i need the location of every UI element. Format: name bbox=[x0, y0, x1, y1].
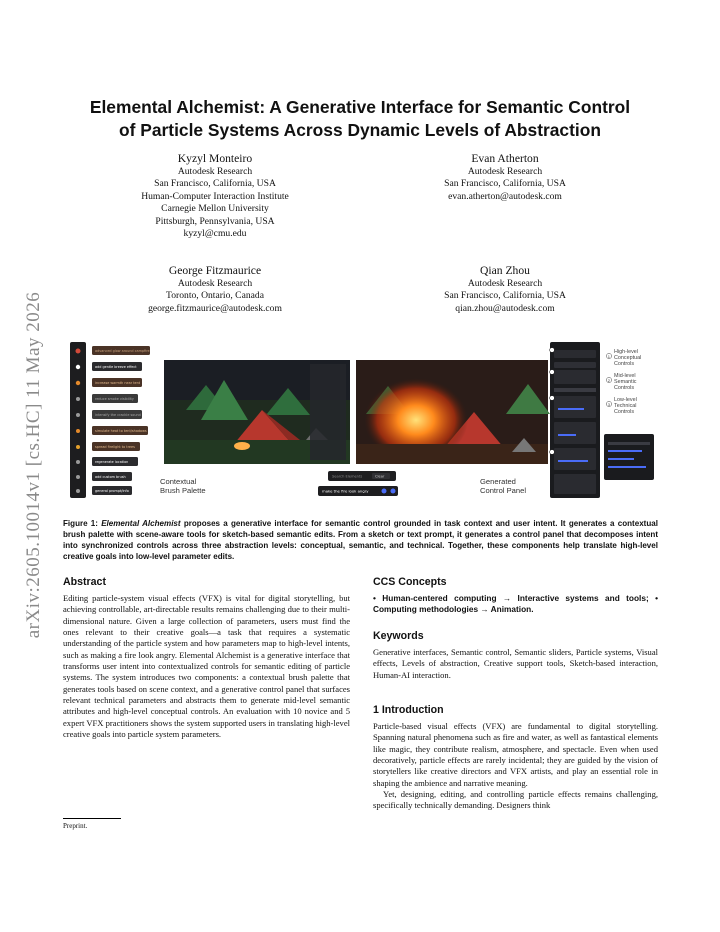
send-icon bbox=[382, 489, 387, 494]
label-palette: Contextual Brush Palette bbox=[160, 477, 206, 495]
palette-item bbox=[92, 378, 142, 387]
svg-text:simulate heat to tent/shadows: simulate heat to tent/shadows bbox=[95, 429, 147, 433]
footnote: Preprint. bbox=[63, 822, 88, 830]
svg-text:Controls: Controls bbox=[614, 409, 635, 415]
svg-text:increase warmth near tent: increase warmth near tent bbox=[95, 381, 141, 385]
svg-text:regenerate location: regenerate location bbox=[95, 460, 129, 464]
svg-text:add custom brush: add custom brush bbox=[95, 475, 126, 479]
level-label bbox=[606, 349, 641, 367]
svg-text:Clear: Clear bbox=[375, 474, 385, 479]
fire-icon bbox=[76, 381, 80, 385]
author-block: Kyzyl Monteiro Autodesk Research San Francisco, California, USA Human-Computer Interaction Institute Carnegie Mellon University Pittsburgh, Pennsylvania, USA kyzyl@cmu.edu bbox=[141, 152, 289, 240]
introduction-section: 1 Introduction Particle-based visual effects (VFX) are fundamental to digital storytelling. Spanning natural phenomena such as fire and water, as well as fantastical elements like magic, they contribute realism, atmosphere, and spectacle. Even when used decoratively, particle effects are rarely incidental; they are guided by the vision of storytellers like creative directors and VFX artists, and play an essential role in shaping the ambience and narrative meaning. Yet, designing, editing, and controlling particle effects remains challenging, specifically technically demanding. Designers think bbox=[373, 704, 658, 811]
footnote-rule bbox=[63, 818, 121, 819]
search-bar bbox=[328, 471, 396, 481]
svg-text:Controls: Controls bbox=[614, 385, 635, 391]
palette-item bbox=[92, 486, 132, 495]
heat-icon bbox=[76, 429, 80, 433]
svg-text:make the fire look angry: make the fire look angry bbox=[322, 488, 369, 494]
palette-item bbox=[92, 346, 150, 355]
palette-item bbox=[92, 394, 138, 403]
scene-before bbox=[164, 360, 350, 464]
refresh-icon bbox=[76, 460, 80, 464]
svg-text:intensify the crackle sound: intensify the crackle sound bbox=[95, 413, 141, 417]
level-label bbox=[606, 397, 636, 415]
prompt-input bbox=[318, 486, 398, 496]
palette-item bbox=[92, 457, 138, 466]
mic-icon bbox=[391, 489, 396, 494]
palette-item bbox=[92, 442, 140, 451]
author-block: Qian Zhou Autodesk Research San Francisco, California, USA qian.zhou@autodesk.com bbox=[444, 264, 566, 314]
light-icon bbox=[76, 445, 80, 449]
control-panel bbox=[550, 342, 600, 498]
pen-icon bbox=[76, 489, 80, 493]
svg-text:Search Elements: Search Elements bbox=[332, 474, 363, 479]
svg-text:Controls: Controls bbox=[614, 361, 635, 367]
svg-text:Technical: Technical bbox=[614, 403, 637, 409]
svg-text:Mid-level: Mid-level bbox=[614, 373, 636, 379]
ccs-section: CCS Concepts • Human-centered computing → Interactive systems and tools; • Computing methodologies → Animation. bbox=[373, 576, 658, 615]
zoom-inset bbox=[604, 434, 654, 480]
palette-item bbox=[92, 426, 148, 435]
label-panel: Generated Control Panel bbox=[480, 477, 527, 495]
svg-text:add gentle breeze effect: add gentle breeze effect bbox=[95, 365, 137, 369]
abstract-section: Abstract Editing particle-system visual effects (VFX) is vital for digital storytelling, but achieving controllable, art-directable results remains challenging due to their multi-dimensional nature. Given a large collection of parameters, users must find the ones relevant to their creative goals—a task that requires a systematic understanding of the particle system and how parameters map to high-level intents, such as making a fire look angry. Elemental Alchemist is a generative interface that transforms user intent into contextualized controls for semantic editing of particle systems. The system introduces two components: a contextual brush palette that generates tools based on scene context, and a generative control panel that surfaces relevant technical parameters and abstracts them to generate mid-level semantic attributes and high-level conceptual controls. An evaluation with 10 novice and 5 expert VFX practitioners shows the system supported users in translating high-level creative goals into particle system parameters. bbox=[63, 576, 350, 740]
svg-text:3: 3 bbox=[607, 401, 611, 407]
level-label bbox=[606, 373, 636, 391]
svg-text:2: 2 bbox=[607, 377, 611, 383]
palette-item bbox=[92, 410, 142, 419]
keywords-section: Keywords Generative interfaces, Semantic control, Semantic sliders, Particle systems, Visual effects, Levels of abstraction, Creative support tools, Sketch-based interaction, Human-AI interaction. bbox=[373, 630, 658, 680]
smoke-icon bbox=[76, 397, 80, 401]
sound-icon bbox=[76, 413, 80, 417]
palette-item bbox=[92, 472, 132, 481]
arxiv-stamp: arXiv:2605.10014v1 [cs.HC] 11 May 2026 bbox=[23, 291, 44, 639]
svg-text:Low-level: Low-level bbox=[614, 397, 637, 403]
svg-text:advanced glow around campfire: advanced glow around campfire bbox=[95, 349, 150, 353]
teaser-figure bbox=[66, 340, 656, 502]
level-high: High-level bbox=[614, 349, 638, 355]
svg-text:spread firelight to trees: spread firelight to trees bbox=[95, 445, 135, 449]
svg-text:general prompt/info: general prompt/info bbox=[95, 489, 129, 493]
paper-title: Elemental Alchemist: A Generative Interface for Semantic Control of Particle Systems Across Dynamic Levels of Abstraction bbox=[89, 97, 631, 140]
svg-text:Conceptual: Conceptual bbox=[614, 355, 642, 361]
brush-icon bbox=[76, 365, 80, 369]
svg-text:1: 1 bbox=[607, 353, 611, 359]
author-block: Evan Atherton Autodesk Research San Francisco, California, USA evan.atherton@autodesk.com bbox=[444, 152, 566, 202]
figure-caption: Figure 1: Elemental Alchemist proposes a generative interface for semantic control grounded in task context and user intent. It generates a contextual brush palette with scene-aware tools for sketch-based semantic edits. From a sketch or text prompt, it generates a control panel that decomposes intent into synchronized controls across three abstraction levels: conceptual, semantic, and technical. Together, these components help translate high-level creative goals into low-level parameter edits. bbox=[63, 519, 658, 562]
svg-text:Semantic: Semantic bbox=[614, 379, 637, 385]
add-icon bbox=[76, 475, 80, 479]
svg-text:reduce smoke visibility: reduce smoke visibility bbox=[95, 397, 134, 401]
record-icon bbox=[76, 349, 81, 354]
palette-item bbox=[92, 362, 142, 371]
scene-after bbox=[356, 360, 550, 464]
author-block: George Fitzmaurice Autodesk Research Toronto, Ontario, Canada george.fitzmaurice@autodesk.com bbox=[148, 264, 282, 314]
